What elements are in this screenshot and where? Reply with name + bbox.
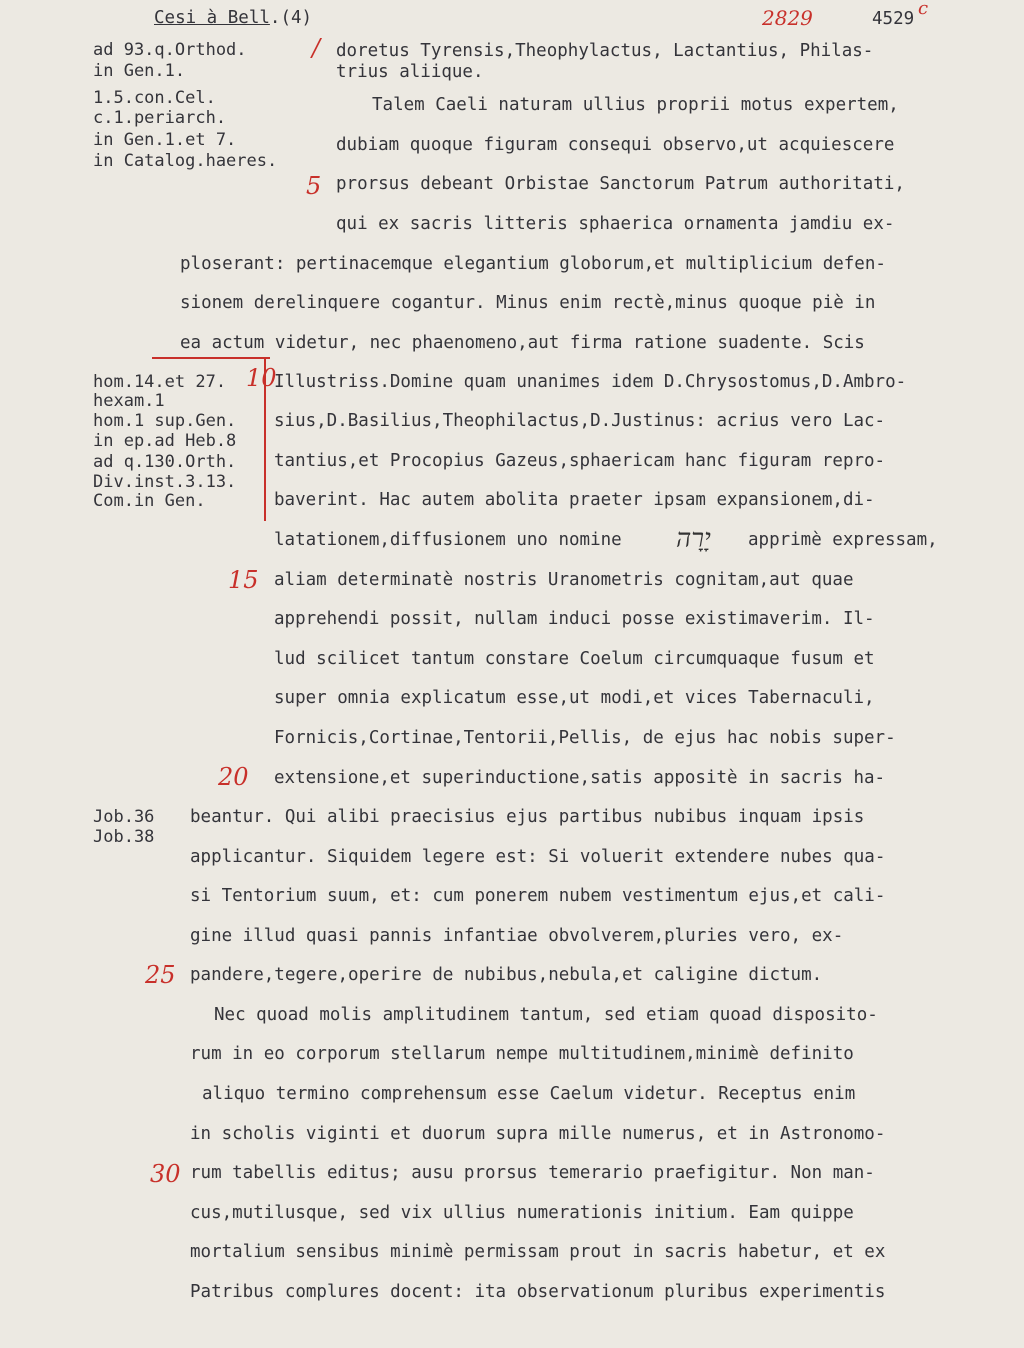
text-line: prorsus debeant Orbistae Sanctorum Patrum authoritati, (336, 174, 905, 194)
header-title-suffix: .(4) (269, 8, 313, 28)
margin-note: Job.38 (93, 827, 155, 847)
text-line: pandere,tegere,operire de nubibus,nebula,et caligine dictum. (190, 965, 823, 985)
text-line: Illustriss.Domine quam unanimes idem D.Chrysostomus,D.Ambro- (274, 372, 907, 392)
header-title-text: Cesi à Bell (154, 8, 270, 28)
handwritten-archive-number: 2829 (762, 6, 813, 30)
text-line: gine illud quasi pannis infantiae obvolverem,pluries vero, ex- (190, 926, 844, 946)
text-line: apprehendi possit, nullam induci posse existimaverim. Il- (274, 609, 875, 629)
text-line: dubiam quoque figuram consequi observo,ut acquiescere (336, 135, 895, 155)
text-line: rum in eo corporum stellarum nempe multitudinem,minimè definito (190, 1044, 854, 1064)
line-number-mark: 20 (218, 763, 249, 791)
line-number-mark: 30 (150, 1160, 181, 1188)
margin-note: Div.inst.3.13. (93, 472, 237, 492)
page-letter: c (918, 0, 929, 19)
text-line: cus,mutilusque, sed vix ullius numerationis initium. Eam quippe (190, 1203, 854, 1223)
line-number-mark: 25 (145, 961, 176, 989)
header-title (154, 8, 312, 28)
page-number: 4529 (872, 9, 915, 29)
margin-note: hexam.1 (93, 391, 165, 411)
margin-note: in Gen.1. (93, 61, 186, 81)
text-line: apprimè expressam, (748, 530, 938, 550)
text-line: in scholis viginti et duorum supra mille numerus, et in Astronomo- (190, 1124, 886, 1144)
margin-note: Job.36 (93, 807, 155, 827)
margin-note: hom.14.et 27. (93, 372, 227, 392)
text-line: Fornicis,Cortinae,Tentorii,Pellis, de ejus hac nobis super- (274, 728, 896, 748)
margin-note: in Gen.1.et 7. (93, 130, 237, 150)
text-line: sionem derelinquere cogantur. Minus enim rectè,minus quoque piè in (180, 293, 876, 313)
text-line: lud scilicet tantum constare Coelum circumquaque fusum et (274, 649, 875, 669)
text-line: qui ex sacris litteris sphaerica ornamenta jamdiu ex- (336, 214, 895, 234)
red-bracket-top (152, 357, 270, 359)
text-line: sius,D.Basilius,Theophilactus,D.Justinus: acrius vero Lac- (274, 411, 886, 431)
margin-note: ad 93.q.Orthod. (93, 40, 247, 60)
text-line: rum tabellis editus; ausu prorsus temerario praefigitur. Non man- (190, 1163, 875, 1183)
margin-note: c.1.periarch. (93, 108, 227, 128)
text-line: Talem Caeli naturam ullius proprii motus expertem, (372, 95, 899, 115)
line-number-mark: 10 (246, 364, 277, 392)
text-line: applicantur. Siquidem legere est: Si voluerit extendere nubes qua- (190, 847, 886, 867)
hebrew-word: יָרָה (676, 524, 711, 554)
line-number-mark: / (312, 34, 321, 62)
text-line: extensione,et superinductione,satis appositè in sacris ha- (274, 768, 886, 788)
margin-note: in ep.ad Heb.8 (93, 431, 237, 451)
margin-note: hom.1 sup.Gen. (93, 411, 237, 431)
line-number-mark: 5 (306, 172, 322, 200)
text-line: trius aliique. (336, 62, 484, 82)
margin-note: ad q.130.Orth. (93, 452, 237, 472)
text-line: doretus Tyrensis,Theophylactus, Lactantius, Philas- (336, 41, 874, 61)
margin-note: 1.5.con.Cel. (93, 88, 216, 108)
text-line: aliam determinatè nostris Uranometris cognitam,aut quae (274, 570, 854, 590)
text-line: tantius,et Procopius Gazeus,sphaericam hanc figuram repro- (274, 451, 886, 471)
text-line: latationem,diffusionem uno nomine (274, 530, 622, 550)
text-line: Nec quoad molis amplitudinem tantum, sed etiam quoad disposito- (214, 1005, 878, 1025)
text-line: Patribus complures docent: ita observationum pluribus experimentis (190, 1282, 886, 1302)
text-line: super omnia explicatum esse,ut modi,et vices Tabernaculi, (274, 688, 875, 708)
text-line: baverint. Hac autem abolita praeter ipsam expansionem,di- (274, 490, 875, 510)
text-line: si Tentorium suum, et: cum ponerem nubem vestimentum ejus,et cali- (190, 886, 886, 906)
line-number-mark: 15 (228, 566, 259, 594)
margin-note: in Catalog.haeres. (93, 151, 278, 171)
text-line: aliquo termino comprehensum esse Caelum videtur. Receptus enim (202, 1084, 856, 1104)
text-line: ea actum videtur, nec phaenomeno,aut firma ratione suadente. Scis (180, 333, 865, 353)
margin-note: Com.in Gen. (93, 491, 206, 511)
text-line: mortalium sensibus minimè permissam prout in sacris habetur, et ex (190, 1242, 886, 1262)
text-line: ploserant: pertinacemque elegantium globorum,et multiplicium defen- (180, 254, 886, 274)
text-line: beantur. Qui alibi praecisius ejus partibus nubibus inquam ipsis (190, 807, 865, 827)
